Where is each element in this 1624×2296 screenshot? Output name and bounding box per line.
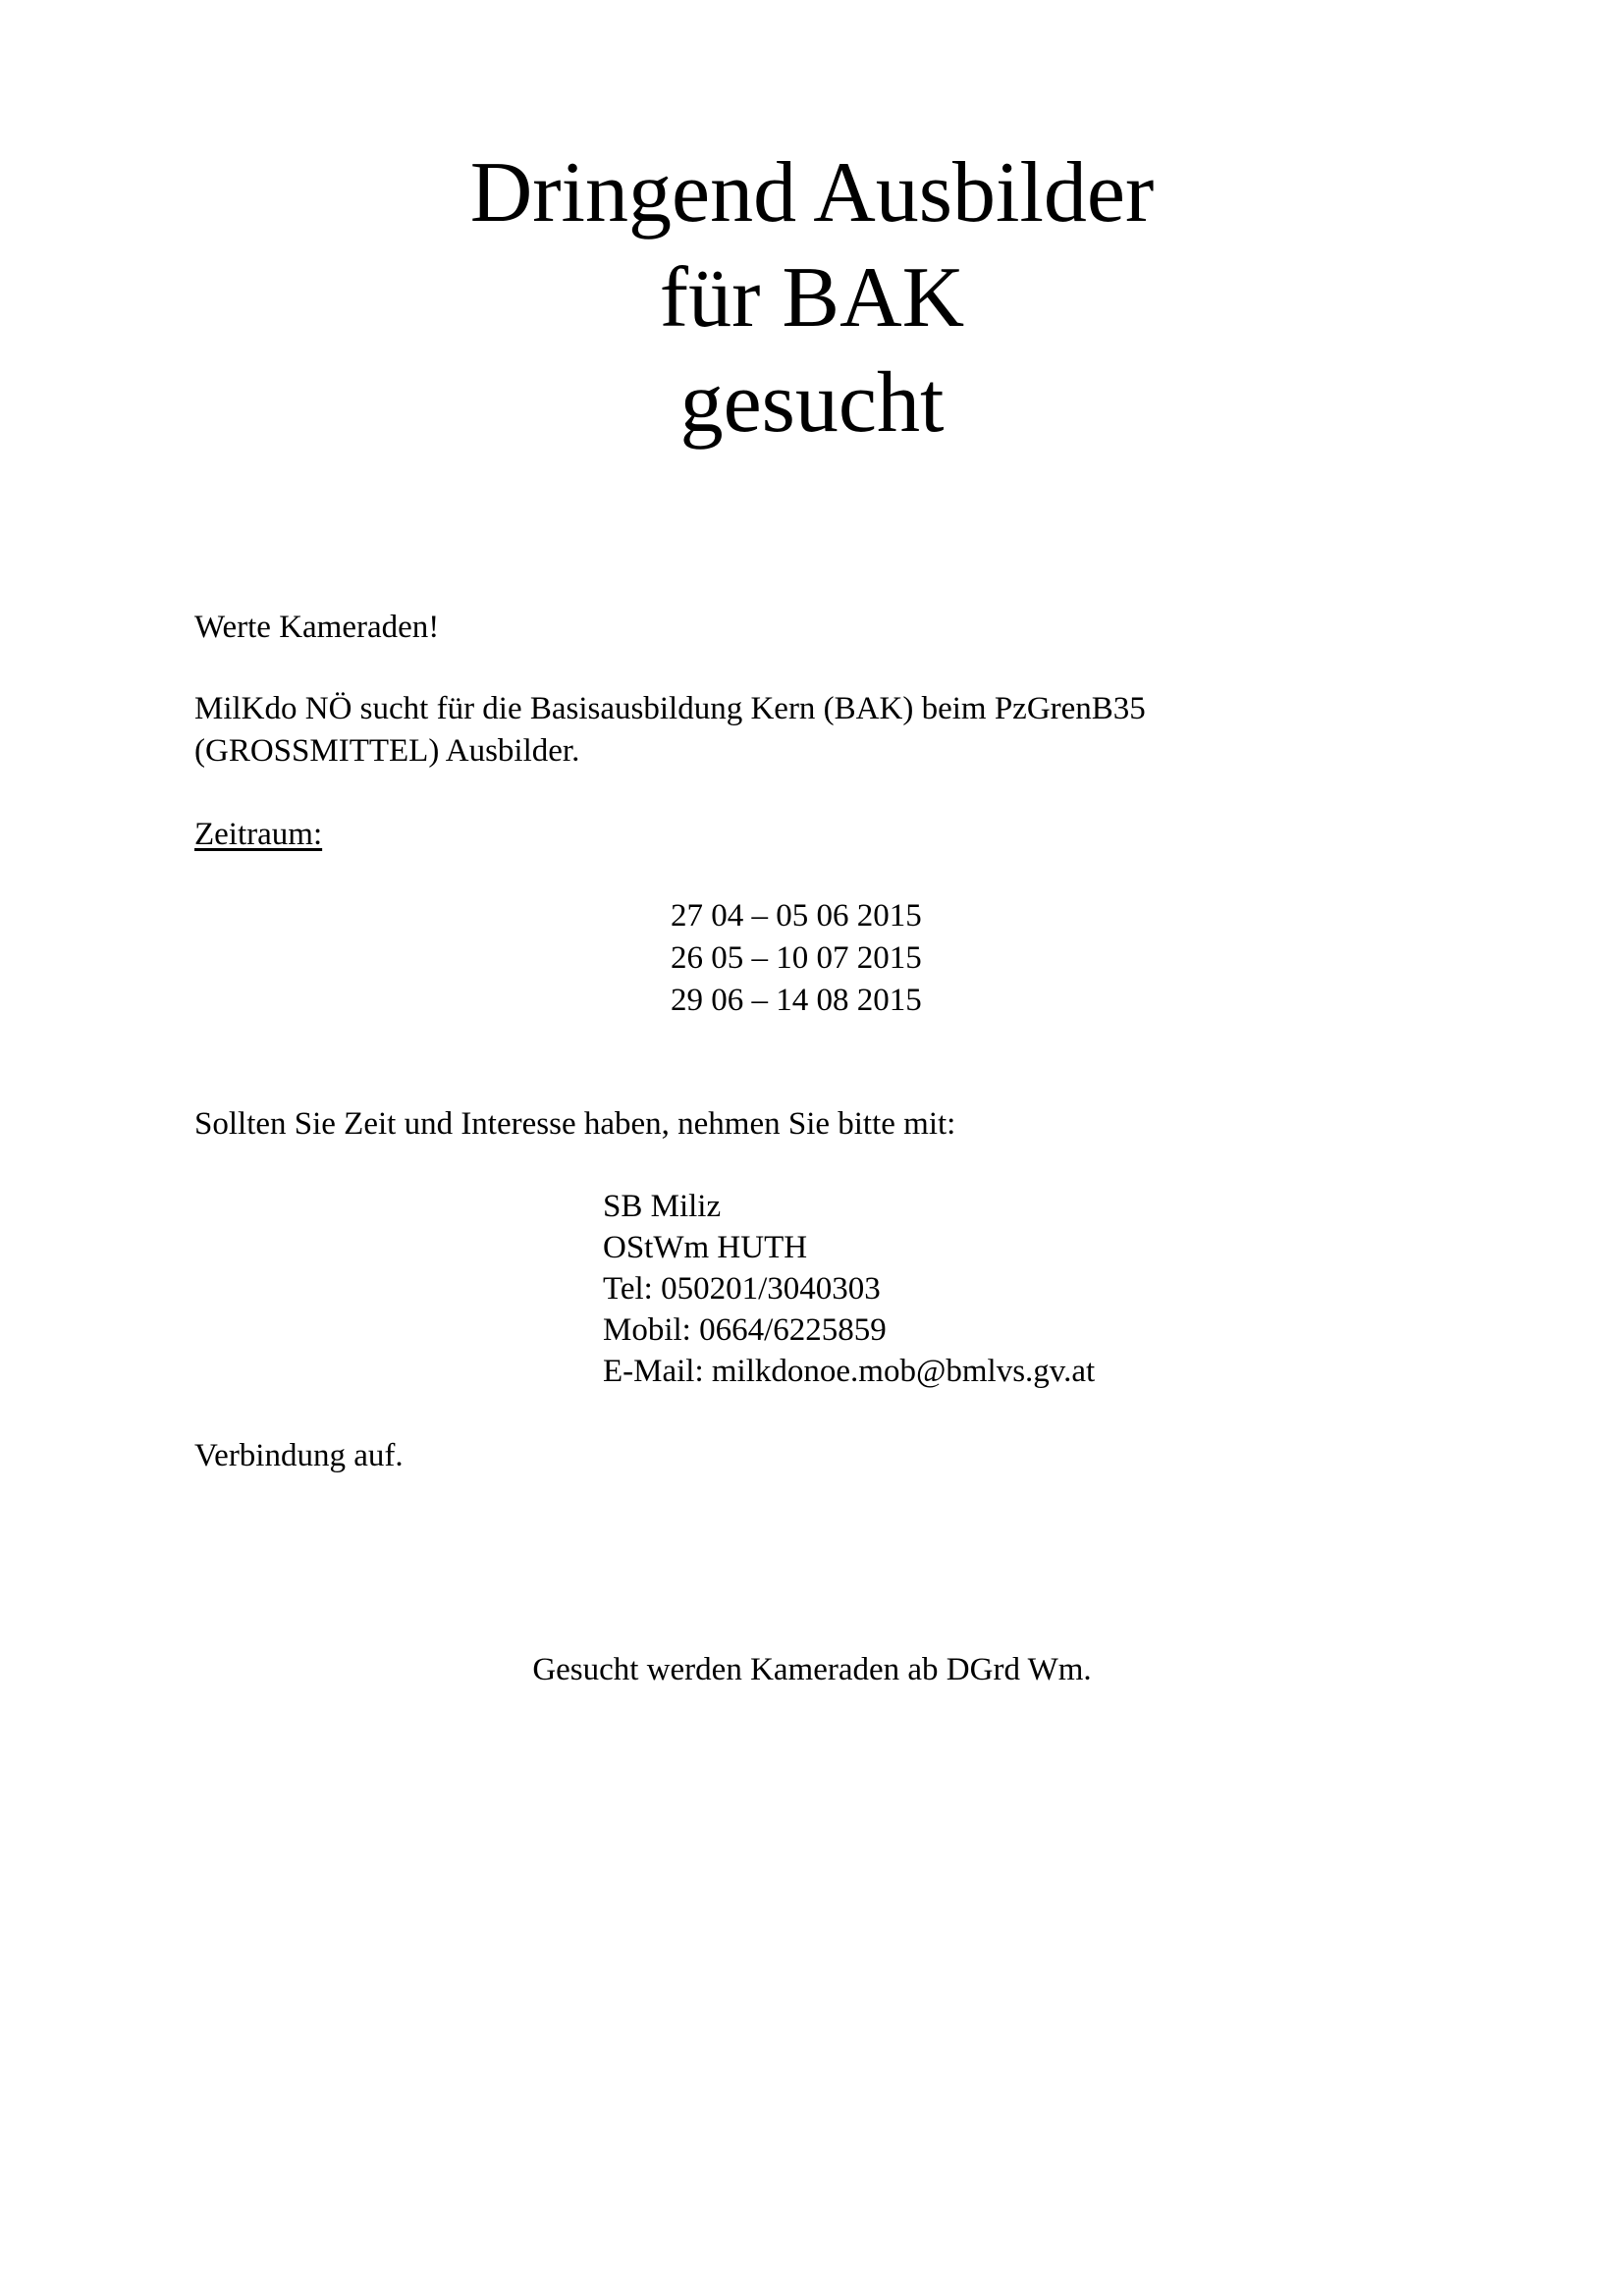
period-label: Zeitraum: <box>194 817 323 852</box>
heading-line-1: Dringend Ausbilder <box>469 145 1155 240</box>
footer-note: Gesucht werden Kameraden ab DGrd Wm. <box>532 1652 1092 1687</box>
intro-line-1: MilKdo NÖ sucht für die Basisausbildung Kern (BAK) beim PzGrenB35 <box>194 691 1146 726</box>
intro-line-2: (GROSSMITTEL) Ausbilder. <box>194 733 580 769</box>
contact-outro: Verbindung auf. <box>194 1438 404 1473</box>
contact-tel: Tel: 050201/3040303 <box>603 1271 881 1307</box>
contact-email: E-Mail: milkdonoe.mob@bmlvs.gv.at <box>603 1354 1096 1389</box>
period-date-3: 29 06 – 14 08 2015 <box>671 983 922 1018</box>
period-date-2: 26 05 – 10 07 2015 <box>671 940 922 976</box>
heading-line-2: für BAK <box>659 250 965 346</box>
period-date-1: 27 04 – 05 06 2015 <box>671 898 922 934</box>
contact-unit: SB Miliz <box>603 1189 722 1224</box>
heading-line-3: gesucht <box>679 355 945 451</box>
salutation: Werte Kameraden! <box>194 610 440 645</box>
contact-mobile: Mobil: 0664/6225859 <box>603 1312 887 1348</box>
contact-intro: Sollten Sie Zeit und Interesse haben, nehmen Sie bitte mit: <box>194 1106 956 1142</box>
contact-name: OStWm HUTH <box>603 1230 808 1265</box>
